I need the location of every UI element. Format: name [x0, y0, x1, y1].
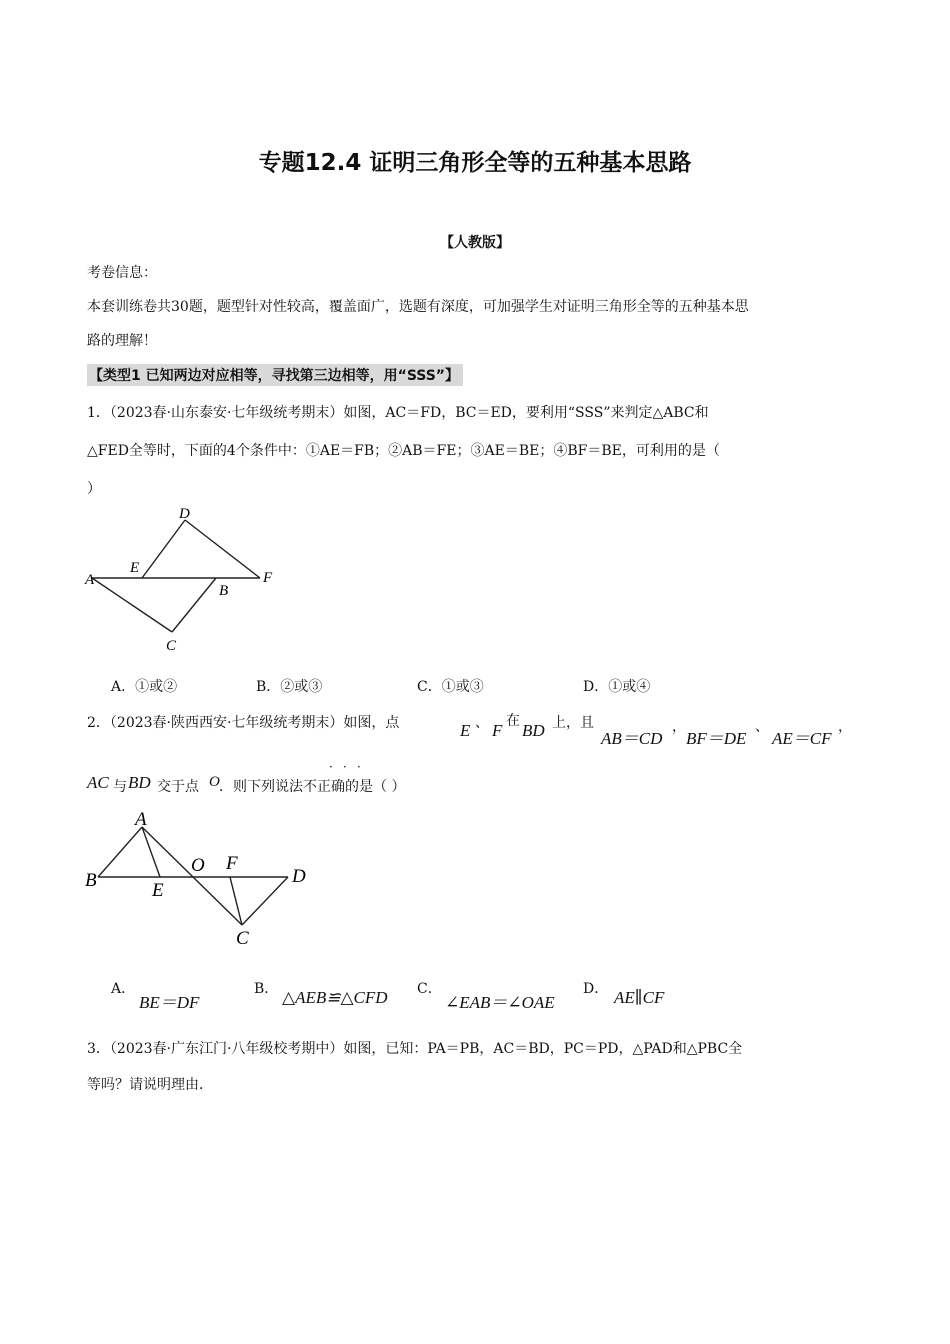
q2-point-f: F: [492, 721, 503, 740]
q1-label-f: F: [263, 570, 273, 586]
q2-and: 上，且: [552, 715, 594, 731]
q3-line-2: 等吗？请说明理由．: [87, 1077, 213, 1093]
q2-segment-ae: [142, 827, 160, 877]
q2-option-b: △AEB≌△CFD: [282, 988, 388, 1007]
q2-option-a: BE＝DF: [139, 993, 200, 1012]
q2-option-a-letter: A．: [111, 981, 136, 997]
q2-figure: [80, 805, 320, 955]
info-heading: 考卷信息：: [87, 265, 157, 281]
q2-line-2-rest: ．则下列说法不正确的是（ ）: [219, 779, 406, 795]
q1-label-e: E: [130, 560, 140, 576]
q2-option-c: ∠EAB＝∠OAE: [445, 993, 555, 1012]
q2-cond-3: AE＝CF: [772, 729, 832, 748]
q2-sep-2: 、: [755, 719, 769, 735]
q2-segment-ab: [98, 827, 142, 877]
info-line-2: 路的理解！: [87, 333, 157, 349]
q2-label-o: O: [191, 855, 205, 876]
q2-label-e: E: [152, 880, 164, 901]
q2-segment-ac: AC: [87, 773, 109, 792]
q1-line-3: ）: [87, 481, 101, 497]
q1-label-c: C: [166, 638, 177, 654]
q2-segment-bd-2: BD: [128, 773, 151, 792]
q2-option-d: AE∥CF: [614, 988, 665, 1007]
emphasis-dot: ·: [357, 760, 361, 774]
q2-prefix: 2．（2023春·陕西西安·七年级统考期末）如图，点: [87, 715, 400, 731]
q2-option-d-letter: D．: [583, 981, 609, 997]
q1-option-d: D．①或④: [583, 679, 651, 695]
q2-segment-fc: [230, 877, 242, 925]
q2-label-d: D: [292, 866, 306, 887]
q1-segment-ed: [142, 520, 185, 578]
q2-sep-1: 、: [475, 715, 489, 731]
q2-label-a: A: [135, 809, 147, 830]
q2-point-e: E: [460, 721, 471, 740]
q1-segment-df: [185, 520, 260, 578]
q2-comma-2: ，: [838, 719, 852, 735]
q1-option-a: A．①或②: [111, 679, 178, 695]
q2-point-o: O: [209, 774, 220, 790]
q2-label-f: F: [226, 853, 238, 874]
q1-label-a: A: [85, 572, 95, 588]
q1-option-b: B．②或③: [256, 679, 323, 695]
q2-label-b: B: [85, 870, 97, 891]
q1-option-c: C．①或③: [417, 679, 484, 695]
q1-label-b: B: [219, 583, 229, 599]
q2-segment-bd: BD: [522, 721, 545, 740]
q2-label-c: C: [236, 928, 249, 949]
q1-segment-ac: [92, 578, 172, 632]
emphasis-dot: ·: [343, 760, 347, 774]
edition-label: 【人教版】: [440, 235, 510, 251]
q1-label-d: D: [179, 506, 190, 522]
q2-on: 在: [506, 713, 520, 729]
q3-line-1: 3．（2023春·广东江门·八年级校考期中）如图，已知：PA＝PB，AC＝BD，PC＝PD，△PAD和△PBC全: [87, 1041, 743, 1057]
q2-segment-cd: [242, 877, 288, 925]
info-line-1: 本套训练卷共30题，题型针对性较高，覆盖面广，选题有深度，可加强学生对证明三角形全等的五种基本思: [87, 299, 749, 315]
q1-figure: [80, 500, 290, 660]
q2-cond-1: AB＝CD: [601, 729, 663, 748]
emphasis-dot: ·: [329, 760, 333, 774]
q2-segment-ac-line: [142, 827, 242, 925]
q2-option-c-letter: C．: [417, 981, 442, 997]
page-title: 专题12.4 证明三角形全等的五种基本思路: [258, 150, 692, 176]
section-heading-type1: 【类型1 已知两边对应相等，寻找第三边相等，用“SSS”】: [87, 364, 463, 386]
q2-cond-2: BF＝DE: [686, 729, 747, 748]
q1-line-1: 1．（2023春·山东泰安·七年级统考期末）如图，AC＝FD，BC＝ED，要利用“SSS”来判定△ABC和: [87, 405, 709, 421]
q1-line-2: △FED全等时，下面的4个条件中：①AE＝FB；②AB＝FE；③AE＝BE；④BF＝BE，可利用的是（: [87, 443, 720, 459]
q2-intersect: 交于点: [157, 779, 199, 795]
q2-option-b-letter: B．: [254, 981, 279, 997]
q2-with: 与: [113, 779, 127, 795]
q2-comma-1: ，: [672, 719, 686, 735]
q1-segment-cb: [172, 578, 216, 632]
